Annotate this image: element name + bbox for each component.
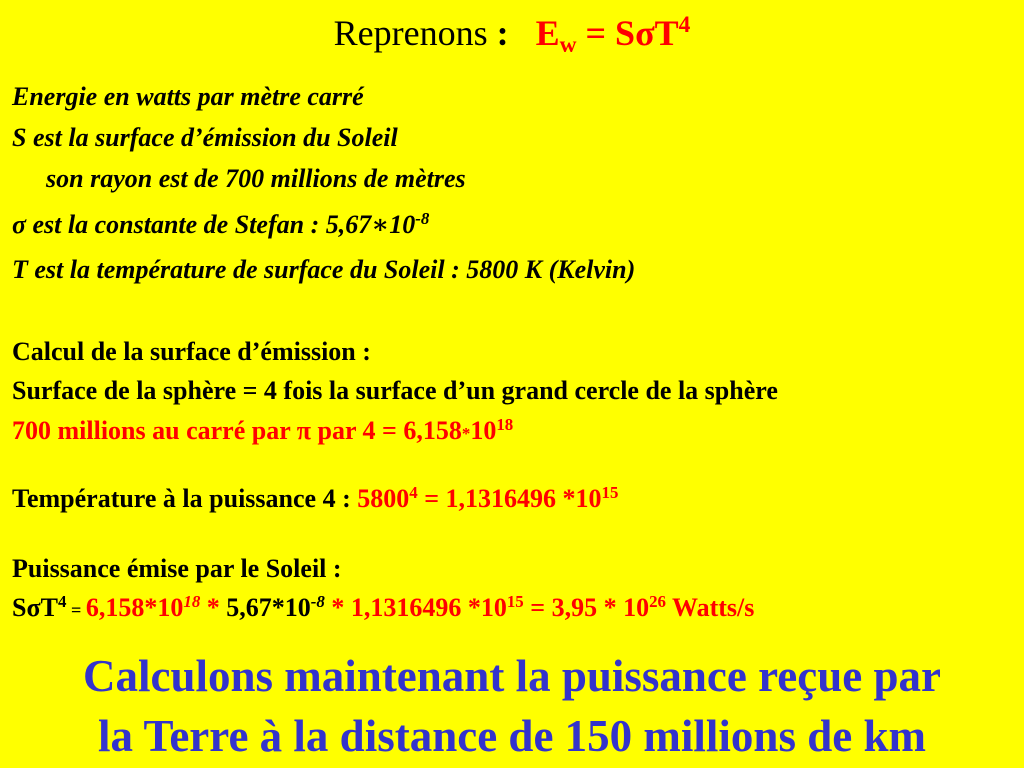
formula-sigma: σ [635,13,655,53]
title-formula [535,12,691,59]
surface-calc-b: par 4 = 6,158 [311,416,462,445]
temperature-base-exp: 4 [409,482,418,502]
formula-t: T [654,13,679,53]
title-colon: : [496,13,509,53]
power-p3-exp: 15 [506,591,524,611]
surface-calc-ten: 10 [470,416,497,445]
power-result-exp: 26 [649,591,666,611]
formula-eq: = S [576,13,636,53]
formula-exp: 4 [678,12,691,39]
formula-e: E [535,13,560,53]
title-word: Reprenons [333,13,488,53]
sigma-symbol: σ [12,210,27,239]
sigma-star: ∗ [371,210,390,239]
power-calculation [12,593,754,625]
power-p2-exp: -8 [310,591,325,611]
power-p3: 1,1316496 *10 [350,593,507,622]
temperature-calculation [12,484,618,514]
closing-line-2: la Terre à la distance de 150 millions de km [98,711,926,761]
temperature-base: 5800 [357,484,410,513]
power-sigma: σ [26,593,41,622]
pi-symbol: π [296,416,312,445]
temperature-result: = 1,1316496 *10 [417,484,602,513]
surface-calculation [12,416,513,449]
sigma-ten: 10 [389,210,416,239]
temperature-label: Température à la puissance 4 : [12,484,358,513]
temperature-result-exp: 15 [601,482,619,502]
power-p2: 5,67*10 [226,593,311,622]
surface-sphere: Surface de la sphère = 4 fois la surface d’un grand cercle de la sphère [12,376,778,405]
power-t: T [40,593,58,622]
power-eq: = [66,600,86,620]
definition-radius: son rayon est de 700 millions de mètres [46,164,466,193]
definition-temperature: T est la température de surface du Soleil : 5800 K (Kelvin) [12,255,636,284]
slide-title [0,8,1024,58]
power-t-exp: 4 [57,591,67,611]
closing-line-1: Calculons maintenant la puissance reçue par [83,651,941,701]
power-star1: * [200,593,227,622]
formula-w: w [559,32,577,59]
power-result: = 3,95 * 10 [523,593,650,622]
definition-surface: S est la surface d’émission du Soleil [12,123,398,152]
definition-sigma [12,210,429,240]
sigma-exp: -8 [415,208,430,228]
power-p1-exp: 18 [183,591,201,611]
power-s: S [12,593,27,622]
definition-energy: Energie en watts par mètre carré [12,82,364,111]
power-unit: Watts/s [665,593,755,622]
power-star2: * [324,593,351,622]
surface-heading: Calcul de la surface d’émission : [12,337,371,366]
power-heading: Puissance émise par le Soleil : [12,554,342,583]
surface-calc-star: * [461,424,471,443]
sigma-text: est la constante de Stefan : 5,67 [26,210,372,239]
surface-calc-a: 700 millions au carré par [12,416,297,445]
power-p1: 6,158*10 [85,593,184,622]
surface-calc-exp: 18 [496,414,514,434]
